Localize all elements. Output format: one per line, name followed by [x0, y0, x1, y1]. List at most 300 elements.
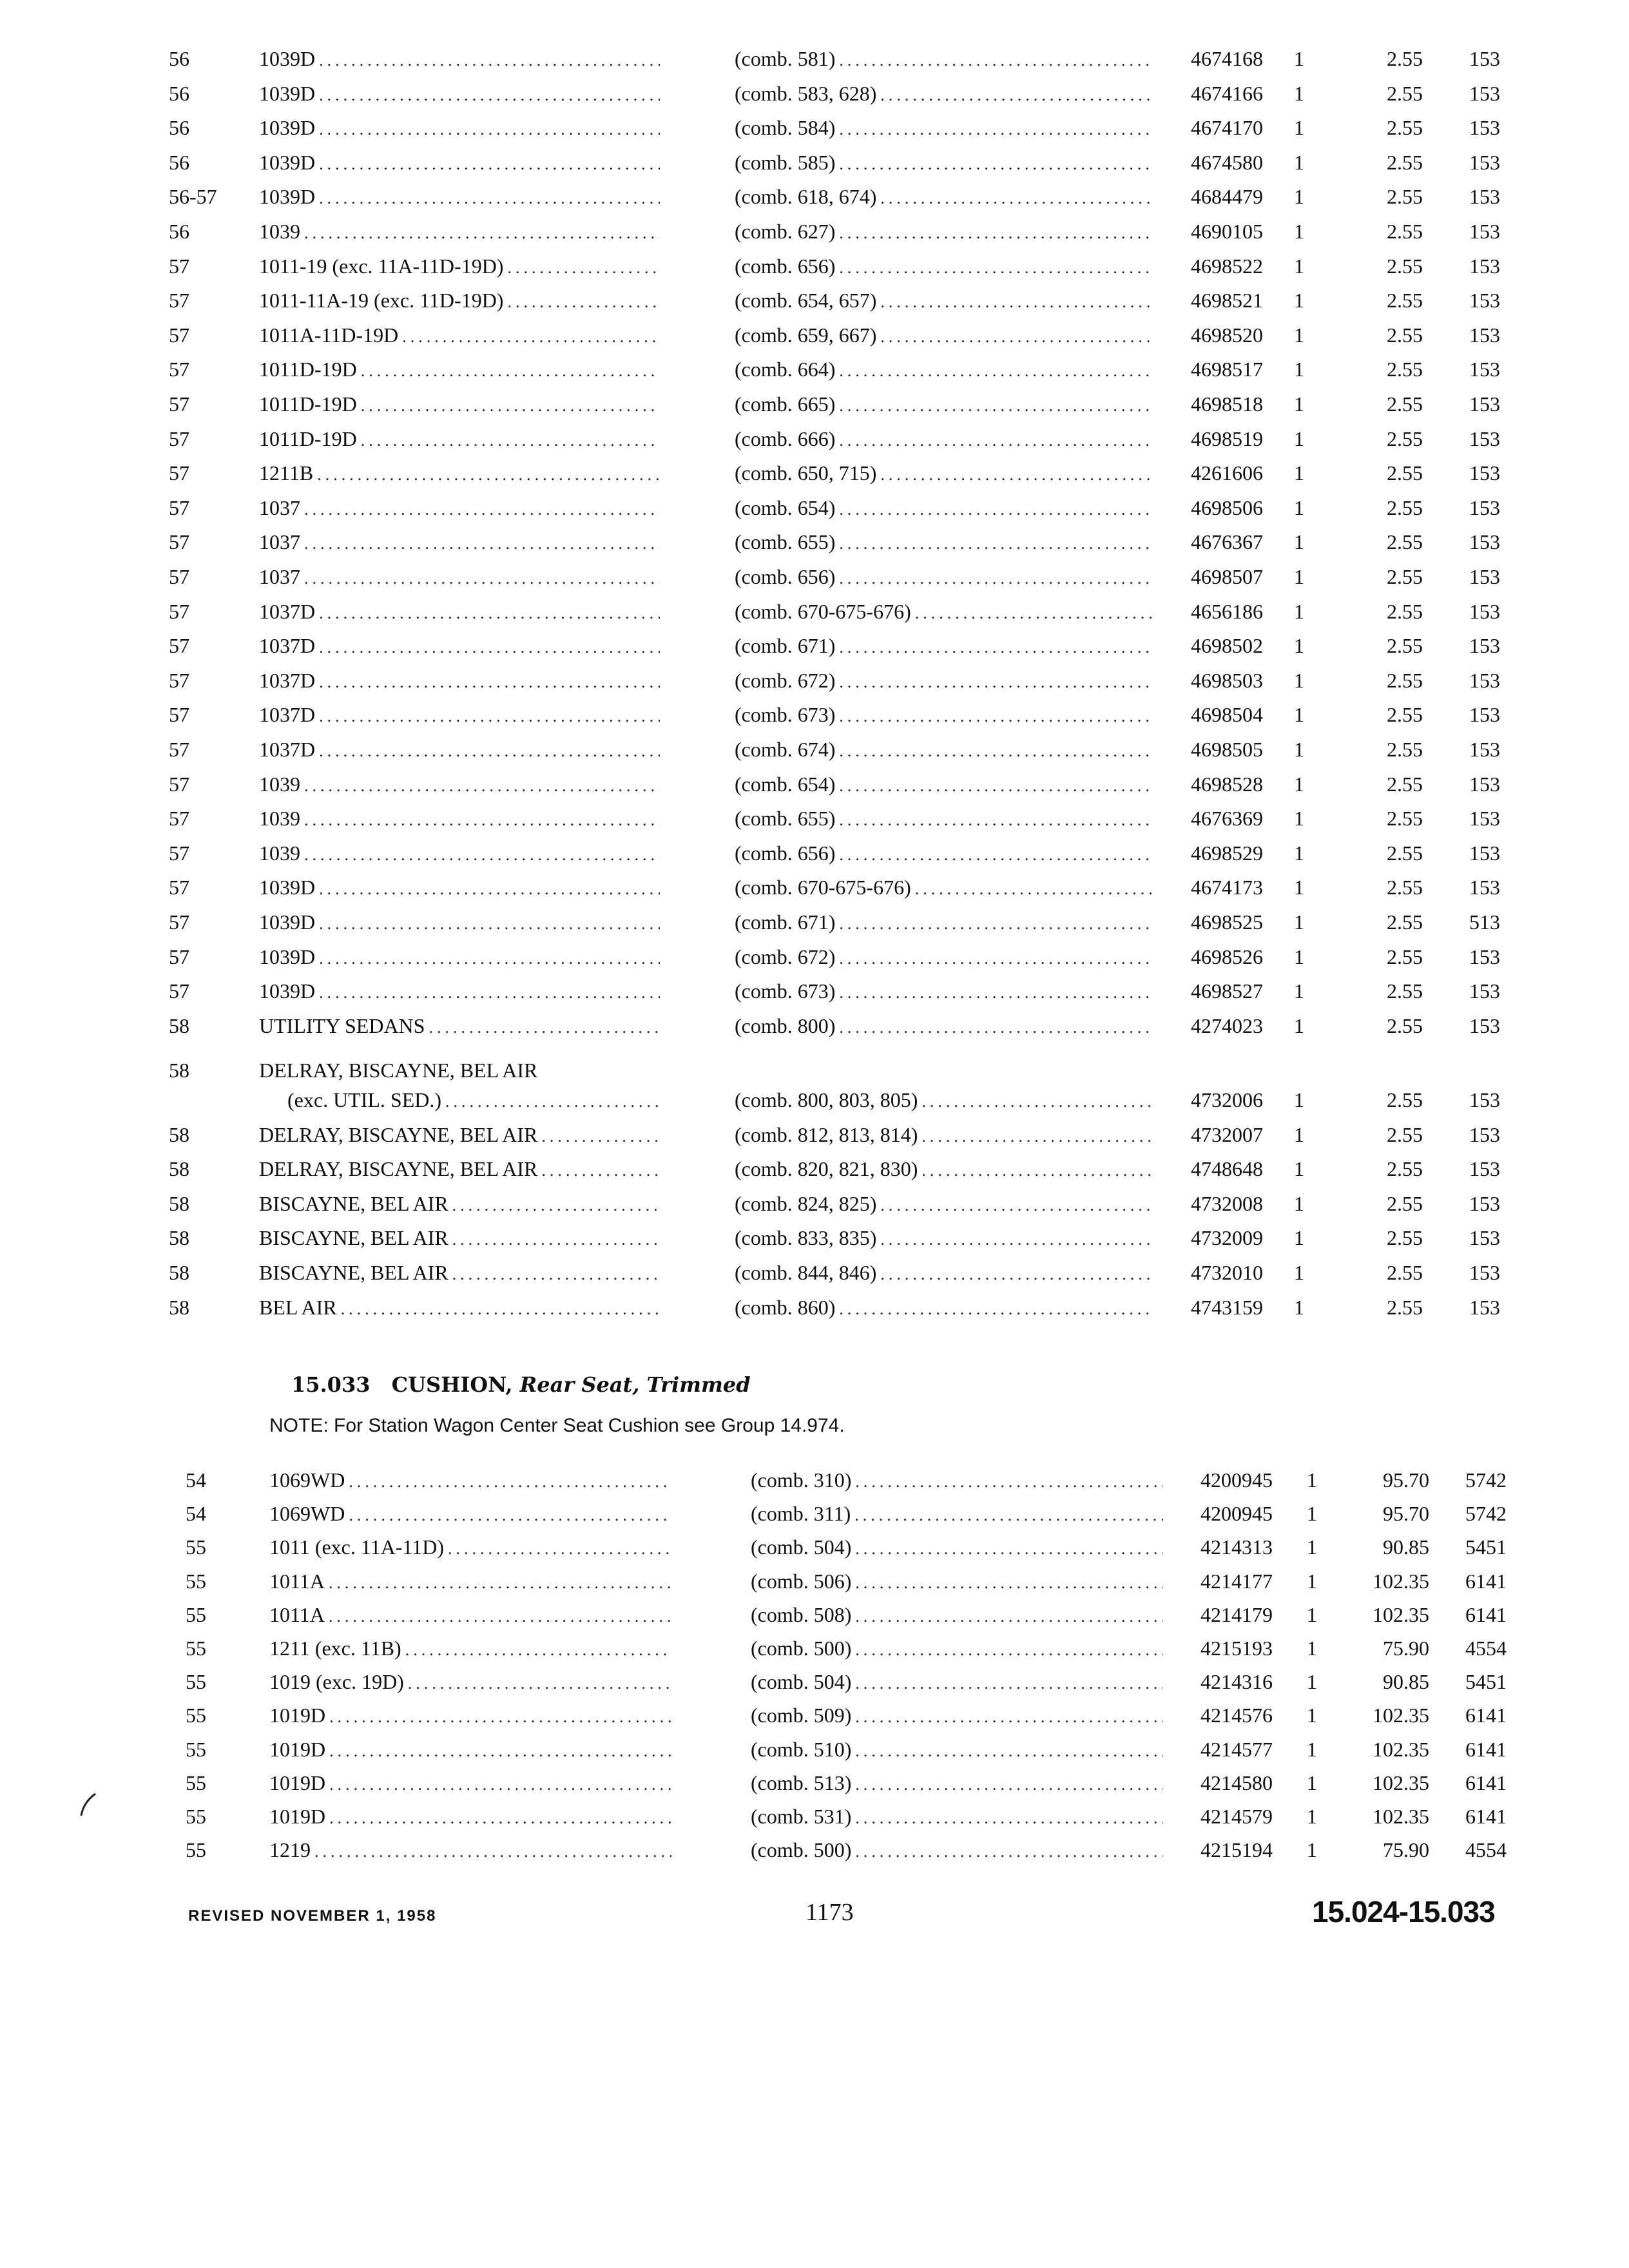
quantity: 1 — [1294, 358, 1304, 381]
section-title-main: CUSHION, — [391, 1372, 513, 1397]
dot-leader — [918, 1084, 1153, 1119]
model-year: 57 — [169, 772, 189, 796]
model-description — [259, 1220, 660, 1257]
part-number: 4732008 — [1191, 1191, 1263, 1215]
price: 2.55 — [1387, 979, 1423, 1003]
combination-text: (comb. 656) — [735, 254, 836, 278]
model-description — [259, 214, 660, 251]
dot-leader — [315, 975, 660, 1010]
group-number: 153 — [1469, 1088, 1500, 1111]
combination-text: (comb. 833, 835) — [735, 1226, 877, 1250]
model-description — [259, 110, 660, 147]
price: 2.55 — [1387, 116, 1423, 140]
table-row — [0, 1664, 1629, 1699]
quantity: 1 — [1294, 979, 1304, 1003]
combination-text: (comb. 671) — [735, 634, 836, 658]
combination — [751, 1732, 1163, 1769]
model-description-text: 1039D — [259, 945, 316, 968]
dot-leader — [835, 1292, 1153, 1327]
model-description-text: 1037 — [259, 565, 300, 588]
combination-text: (comb. 531) — [751, 1805, 852, 1828]
combination — [735, 456, 1153, 492]
price: 2.55 — [1387, 807, 1423, 831]
model-description-text: 1019D — [269, 1805, 326, 1828]
quantity: 1 — [1307, 1535, 1317, 1559]
dot-leader — [448, 1188, 660, 1223]
dot-leader — [851, 1498, 1163, 1533]
quantity: 1 — [1294, 323, 1304, 347]
part-number: 4676367 — [1191, 530, 1263, 554]
model-description-text: BISCAYNE, BEL AIR — [259, 1261, 448, 1284]
dot-leader — [835, 803, 1153, 838]
price: 2.55 — [1387, 565, 1423, 588]
quantity: 1 — [1294, 1088, 1304, 1111]
table-row — [0, 1564, 1629, 1599]
model-description — [269, 1564, 671, 1600]
group-number: 153 — [1469, 1191, 1500, 1215]
model-year: 57 — [169, 358, 189, 381]
price: 2.55 — [1387, 1261, 1423, 1284]
table-row — [0, 697, 1629, 732]
dot-leader — [835, 112, 1153, 147]
dot-leader — [357, 354, 660, 389]
dot-leader — [300, 526, 660, 561]
combination-text: (comb. 659, 667) — [735, 323, 877, 347]
price: 2.55 — [1387, 220, 1423, 243]
dot-leader — [357, 389, 660, 423]
combination-text: (comb. 824, 825) — [735, 1191, 877, 1215]
table-row — [0, 559, 1629, 594]
table-row — [0, 1732, 1629, 1767]
part-number: 4698502 — [1191, 634, 1263, 658]
group-number: 153 — [1469, 841, 1500, 865]
table-row — [0, 110, 1629, 145]
table-row — [0, 214, 1629, 249]
part-number: 4261606 — [1191, 461, 1263, 485]
model-description-text: 1039D — [259, 979, 316, 1003]
combination — [751, 1799, 1163, 1836]
dot-leader — [503, 285, 660, 320]
part-number: 4698518 — [1191, 392, 1263, 416]
price: 102.35 — [1373, 1737, 1429, 1761]
model-description — [259, 870, 660, 907]
price: 75.90 — [1383, 1838, 1429, 1862]
dot-leader — [911, 596, 1153, 631]
price: 2.55 — [1387, 841, 1423, 865]
part-number: 4674170 — [1191, 116, 1263, 140]
quantity: 1 — [1294, 738, 1304, 761]
model-description — [259, 179, 660, 216]
price: 2.55 — [1387, 1157, 1423, 1181]
group-number: 153 — [1469, 668, 1500, 692]
dot-leader — [313, 457, 660, 492]
model-description-text: 1019D — [269, 1771, 326, 1794]
dot-leader — [315, 630, 660, 665]
dot-leader — [835, 665, 1153, 700]
quantity: 1 — [1294, 220, 1304, 243]
model-description — [259, 76, 660, 113]
model-description — [259, 456, 660, 492]
combination — [735, 1008, 1153, 1045]
section-number: 15.033 — [291, 1372, 371, 1397]
dot-leader — [851, 1801, 1163, 1836]
combination — [735, 732, 1153, 769]
group-number: 6141 — [1465, 1805, 1507, 1828]
quantity: 1 — [1294, 47, 1304, 70]
combination-text: (comb. 665) — [735, 392, 836, 416]
model-description — [259, 318, 660, 354]
price: 75.90 — [1383, 1637, 1429, 1660]
quantity: 1 — [1294, 1295, 1304, 1319]
part-number: 4676369 — [1191, 807, 1263, 831]
model-year: 57 — [169, 841, 189, 865]
group-number: 153 — [1469, 599, 1500, 623]
quantity: 1 — [1294, 289, 1304, 312]
combination-text: (comb. 627) — [735, 220, 836, 243]
group-number: 153 — [1469, 634, 1500, 658]
dot-leader — [835, 734, 1153, 769]
group-number: 153 — [1469, 772, 1500, 796]
price: 2.55 — [1387, 599, 1423, 623]
model-year: 56 — [169, 220, 189, 243]
group-number: 6141 — [1465, 1704, 1507, 1727]
dot-leader — [325, 1566, 671, 1600]
model-year: 57 — [169, 807, 189, 831]
dot-leader — [851, 1666, 1163, 1701]
quantity: 1 — [1294, 565, 1304, 588]
combination-text: (comb. 654, 657) — [735, 289, 877, 312]
dot-leader — [835, 699, 1153, 734]
model-year: 56 — [169, 116, 189, 140]
combination — [735, 905, 1153, 941]
model-year: 55 — [186, 1637, 206, 1660]
table-row — [0, 732, 1629, 767]
group-number: 153 — [1469, 116, 1500, 140]
dot-leader — [876, 78, 1153, 113]
price: 2.55 — [1387, 392, 1423, 416]
dot-leader — [315, 596, 660, 631]
model-year: 56 — [169, 150, 189, 174]
combination — [751, 1530, 1163, 1566]
combination — [735, 939, 1153, 976]
model-description-line2 — [287, 1082, 660, 1119]
combination-text: (comb. 655) — [735, 807, 836, 831]
model-description — [259, 145, 660, 182]
combination — [735, 490, 1153, 527]
dot-leader — [300, 769, 660, 803]
table-row — [0, 870, 1629, 905]
price: 2.55 — [1387, 185, 1423, 209]
price: 102.35 — [1373, 1602, 1429, 1626]
table-row — [0, 1765, 1629, 1800]
price: 2.55 — [1387, 427, 1423, 450]
group-number: 513 — [1469, 910, 1500, 934]
quantity: 1 — [1294, 841, 1304, 865]
combination-text: (comb. 672) — [735, 668, 836, 692]
dot-leader — [325, 1767, 671, 1802]
combination — [735, 1117, 1153, 1154]
combination-text: (comb. 618, 674) — [735, 185, 877, 209]
combination-text: (comb. 670-675-676) — [735, 876, 911, 899]
table-row — [0, 1290, 1629, 1325]
model-description — [259, 1255, 660, 1292]
dot-leader — [444, 1532, 671, 1566]
table-row — [0, 524, 1629, 559]
model-year: 56 — [169, 47, 189, 70]
table-row — [0, 628, 1629, 663]
quantity: 1 — [1294, 461, 1304, 485]
part-number: 4214577 — [1200, 1737, 1273, 1761]
dot-leader — [835, 147, 1153, 182]
section-title — [392, 1372, 751, 1397]
model-year: 56 — [169, 81, 189, 105]
model-year: 57 — [169, 495, 189, 519]
group-number: 153 — [1469, 703, 1500, 727]
combination-text: (comb. 656) — [735, 841, 836, 865]
model-description-text: 1019D — [269, 1704, 326, 1727]
dot-leader — [851, 1633, 1163, 1667]
part-number: 4732007 — [1191, 1122, 1263, 1146]
dot-leader — [300, 216, 660, 251]
group-number: 153 — [1469, 738, 1500, 761]
model-description-text: 1069WD — [269, 1468, 345, 1492]
dot-leader — [835, 389, 1153, 423]
model-year: 55 — [186, 1569, 206, 1593]
combination — [751, 1496, 1163, 1533]
price: 2.55 — [1387, 150, 1423, 174]
combination-text: (comb. 510) — [751, 1737, 852, 1761]
price: 90.85 — [1383, 1535, 1429, 1559]
table-row — [0, 1631, 1629, 1666]
model-description-text: 1039 — [259, 772, 300, 796]
model-year: 55 — [186, 1771, 206, 1794]
group-number: 153 — [1469, 427, 1500, 450]
dot-leader — [315, 734, 660, 769]
group-number: 153 — [1469, 220, 1500, 243]
dot-leader — [918, 1119, 1153, 1154]
dot-leader — [835, 354, 1153, 389]
table-row — [0, 456, 1629, 490]
table-row — [0, 836, 1629, 870]
model-description-text: 1211 (exc. 11B) — [269, 1637, 401, 1660]
model-description-text: 1037 — [259, 530, 300, 554]
model-year: 57 — [169, 945, 189, 968]
model-description-text: 1011D-19D — [259, 358, 357, 381]
combination — [751, 1664, 1163, 1701]
dot-leader — [325, 1700, 671, 1735]
group-number: 153 — [1469, 1014, 1500, 1037]
quantity: 1 — [1307, 1502, 1317, 1526]
part-number: 4698522 — [1191, 254, 1263, 278]
dot-leader — [876, 181, 1153, 216]
combination — [735, 387, 1153, 423]
combination-text: (comb. 673) — [735, 703, 836, 727]
model-year: 58 — [169, 1226, 189, 1250]
dot-leader — [441, 1084, 660, 1119]
dot-leader — [851, 1767, 1163, 1802]
combination — [735, 110, 1153, 147]
model-description-text: 1037D — [259, 738, 316, 761]
table-row — [0, 387, 1629, 421]
dot-leader — [315, 872, 660, 907]
model-description-text: 1039D — [259, 47, 316, 70]
table-row — [0, 421, 1629, 456]
dot-leader — [876, 1257, 1153, 1292]
model-description-text: 1037D — [259, 599, 316, 623]
group-number: 153 — [1469, 530, 1500, 554]
quantity: 1 — [1294, 185, 1304, 209]
model-year: 58 — [169, 1157, 189, 1181]
dot-leader — [835, 43, 1153, 78]
model-description-text: 1037D — [259, 634, 316, 658]
model-description-text: 1069WD — [269, 1502, 345, 1526]
quantity: 1 — [1294, 634, 1304, 658]
group-number: 5451 — [1465, 1535, 1507, 1559]
dot-leader — [835, 423, 1153, 458]
quantity: 1 — [1307, 1637, 1317, 1660]
revised-date: REVISED NOVEMBER 1, 1958 — [188, 1907, 437, 1925]
section-title-rest: Rear Seat, Trimmed — [519, 1372, 751, 1397]
combination — [735, 836, 1153, 872]
combination-text: (comb. 584) — [735, 116, 836, 140]
quantity: 1 — [1294, 1226, 1304, 1250]
dot-leader — [398, 320, 660, 354]
part-number: 4214579 — [1200, 1805, 1273, 1828]
dot-leader — [401, 1633, 671, 1667]
combination — [735, 801, 1153, 838]
part-number: 4214580 — [1200, 1771, 1273, 1794]
quantity: 1 — [1294, 530, 1304, 554]
model-description-text: 1019 (exc. 19D) — [269, 1670, 404, 1694]
dot-leader — [835, 941, 1153, 976]
table-row — [0, 1463, 1629, 1497]
part-number: 4732009 — [1191, 1226, 1263, 1250]
dot-leader — [911, 872, 1153, 907]
group-number: 153 — [1469, 1261, 1500, 1284]
table-row — [0, 1832, 1629, 1867]
model-description-text: 1019D — [269, 1737, 326, 1761]
combination-text: (comb. 860) — [735, 1295, 836, 1319]
dot-leader — [851, 1566, 1163, 1600]
price: 102.35 — [1373, 1771, 1429, 1794]
model-year: 55 — [186, 1704, 206, 1727]
dot-leader — [315, 907, 660, 941]
model-description-line2-text: (exc. UTIL. SED.) — [287, 1088, 442, 1111]
combination — [735, 41, 1153, 78]
combination-text: (comb. 666) — [735, 427, 836, 450]
combination — [735, 352, 1153, 389]
model-year: 57 — [169, 461, 189, 485]
part-number: 4698526 — [1191, 945, 1263, 968]
part-number: 4200945 — [1200, 1502, 1273, 1526]
table-row — [0, 283, 1629, 318]
section-note: NOTE: For Station Wagon Center Seat Cushion see Group 14.974. — [269, 1415, 845, 1436]
price: 95.70 — [1383, 1468, 1429, 1492]
part-number: 4698528 — [1191, 772, 1263, 796]
combination-text: (comb. 670-675-676) — [735, 599, 911, 623]
combination-text: (comb. 656) — [735, 565, 836, 588]
model-year: 55 — [186, 1838, 206, 1862]
combination-text: (comb. 844, 846) — [735, 1261, 877, 1284]
part-number: 4200945 — [1200, 1468, 1273, 1492]
dot-leader — [448, 1257, 660, 1292]
model-description — [259, 352, 660, 389]
model-description-text: 1037 — [259, 495, 300, 519]
model-description — [269, 1832, 671, 1869]
price: 2.55 — [1387, 772, 1423, 796]
table-row — [0, 490, 1629, 525]
model-year: 57 — [169, 289, 189, 312]
dot-leader — [337, 1292, 660, 1327]
quantity: 1 — [1294, 807, 1304, 831]
dot-leader — [537, 1119, 660, 1154]
model-description — [269, 1463, 671, 1499]
combination — [751, 1631, 1163, 1667]
part-number: 4748648 — [1191, 1157, 1263, 1181]
dot-leader — [876, 320, 1153, 354]
group-number: 153 — [1469, 185, 1500, 209]
combination — [735, 524, 1153, 561]
combination — [735, 1290, 1153, 1327]
model-description — [259, 421, 660, 458]
part-number: 4674168 — [1191, 47, 1263, 70]
price: 102.35 — [1373, 1569, 1429, 1593]
price: 2.55 — [1387, 495, 1423, 519]
model-description — [269, 1765, 671, 1802]
price: 2.55 — [1387, 1295, 1423, 1319]
price: 2.55 — [1387, 738, 1423, 761]
dot-leader — [851, 1700, 1163, 1735]
model-year: 57 — [169, 530, 189, 554]
combination-text: (comb. 504) — [751, 1670, 852, 1694]
model-description-line1: DELRAY, BISCAYNE, BEL AIR — [259, 1059, 538, 1082]
price: 2.55 — [1387, 358, 1423, 381]
part-number: 4674173 — [1191, 876, 1263, 899]
group-number: 5451 — [1465, 1670, 1507, 1694]
table-row — [0, 1008, 1629, 1043]
part-number: 4698525 — [1191, 910, 1263, 934]
table-row — [0, 76, 1629, 111]
dot-leader — [851, 1465, 1163, 1499]
model-year: 57 — [169, 599, 189, 623]
model-description — [259, 41, 660, 78]
model-year: 58 — [169, 1059, 189, 1082]
price: 2.55 — [1387, 1014, 1423, 1037]
pencil-mark — [79, 1791, 98, 1817]
price: 2.55 — [1387, 1191, 1423, 1215]
combination-text: (comb. 800, 803, 805) — [735, 1088, 918, 1111]
price: 95.70 — [1383, 1502, 1429, 1526]
model-description — [269, 1597, 671, 1634]
model-description-text: 1039 — [259, 841, 300, 865]
quantity: 1 — [1294, 945, 1304, 968]
model-year: 57 — [169, 703, 189, 727]
combination — [735, 421, 1153, 458]
combination-text: (comb. 812, 813, 814) — [735, 1122, 918, 1146]
dot-leader — [300, 803, 660, 838]
dot-leader — [835, 975, 1153, 1010]
combination-text: (comb. 650, 715) — [735, 461, 877, 485]
quantity: 1 — [1294, 599, 1304, 623]
dot-leader — [835, 526, 1153, 561]
dot-leader — [300, 838, 660, 872]
group-number: 153 — [1469, 323, 1500, 347]
price: 2.55 — [1387, 668, 1423, 692]
table-row — [0, 145, 1629, 180]
price: 2.55 — [1387, 945, 1423, 968]
model-year: 57 — [169, 254, 189, 278]
model-year: 57 — [169, 668, 189, 692]
